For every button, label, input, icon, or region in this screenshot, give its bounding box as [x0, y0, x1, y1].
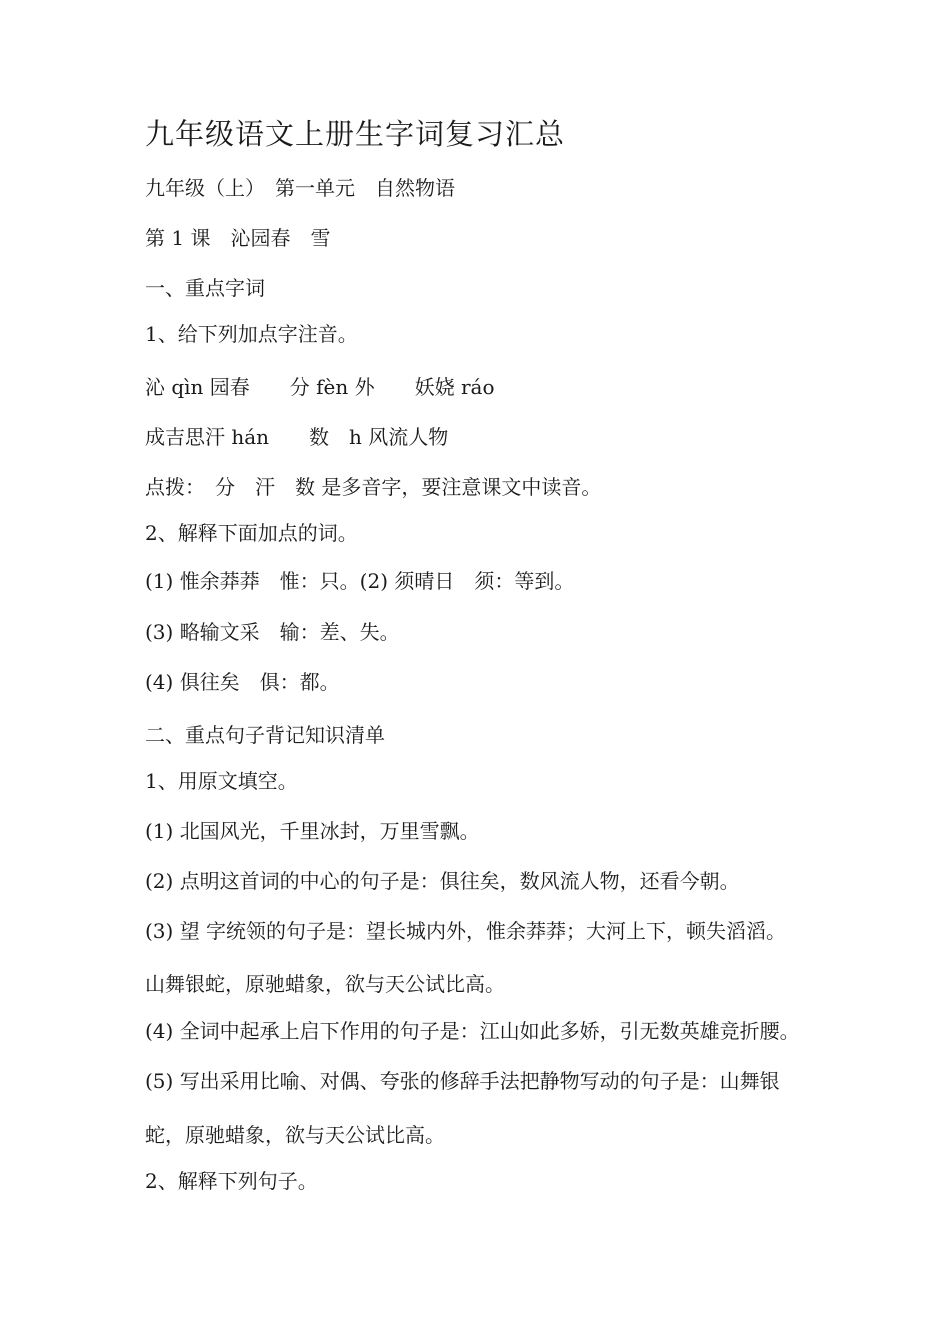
unit-heading: 九年级（上） 第一单元 自然物语: [145, 176, 455, 200]
pinyin-line-2: 成吉思汗 hán 数 h 风流人物: [145, 425, 449, 449]
definition-line-2: (3) 略输文采 输：差、失。: [145, 620, 400, 644]
fill-in-line-3: (3) 望 字统领的句子是：望长城内外，惟余莽莽；大河上下，顿失滔滔。: [145, 919, 787, 943]
question-1-heading: 1、给下列加点字注音。: [145, 322, 358, 346]
document-title: 九年级语文上册生字词复习汇总: [145, 117, 566, 151]
fill-in-line-5: (5) 写出采用比喻、对偶、夸张的修辞手法把静物写动的句子是：山舞银: [145, 1069, 780, 1093]
explain-heading: 2、解释下列句子。: [145, 1169, 318, 1193]
pinyin-line-1: 沁 qìn 园春 分 fèn 外 妖娆 ráo: [145, 375, 495, 399]
fill-in-line-1: (1) 北国风光，千里冰封，万里雪飘。: [145, 819, 480, 843]
fill-in-heading: 1、用原文填空。: [145, 769, 298, 793]
lesson-heading: 第 1 课 沁园春 雪: [145, 226, 331, 250]
fill-in-line-3-continued: 山舞银蛇，原驰蜡象，欲与天公试比高。: [145, 972, 505, 996]
section-heading-sentences: 二、重点句子背记知识清单: [145, 723, 385, 747]
definition-line-3: (4) 俱往矣 俱：都。: [145, 670, 340, 694]
hint-line: 点拨： 分 汗 数 是多音字，要注意课文中读音。: [145, 475, 602, 499]
definition-line-1: (1) 惟余莽莽 惟：只。(2) 须晴日 须：等到。: [145, 569, 575, 593]
question-2-heading: 2、解释下面加点的词。: [145, 521, 358, 545]
fill-in-line-2: (2) 点明这首词的中心的句子是：俱往矣，数风流人物，还看今朝。: [145, 869, 740, 893]
section-heading-vocabulary: 一、重点字词: [145, 276, 265, 300]
fill-in-line-5-continued: 蛇，原驰蜡象，欲与天公试比高。: [145, 1123, 445, 1147]
fill-in-line-4: (4) 全词中起承上启下作用的句子是：江山如此多娇，引无数英雄竞折腰。: [145, 1019, 800, 1043]
